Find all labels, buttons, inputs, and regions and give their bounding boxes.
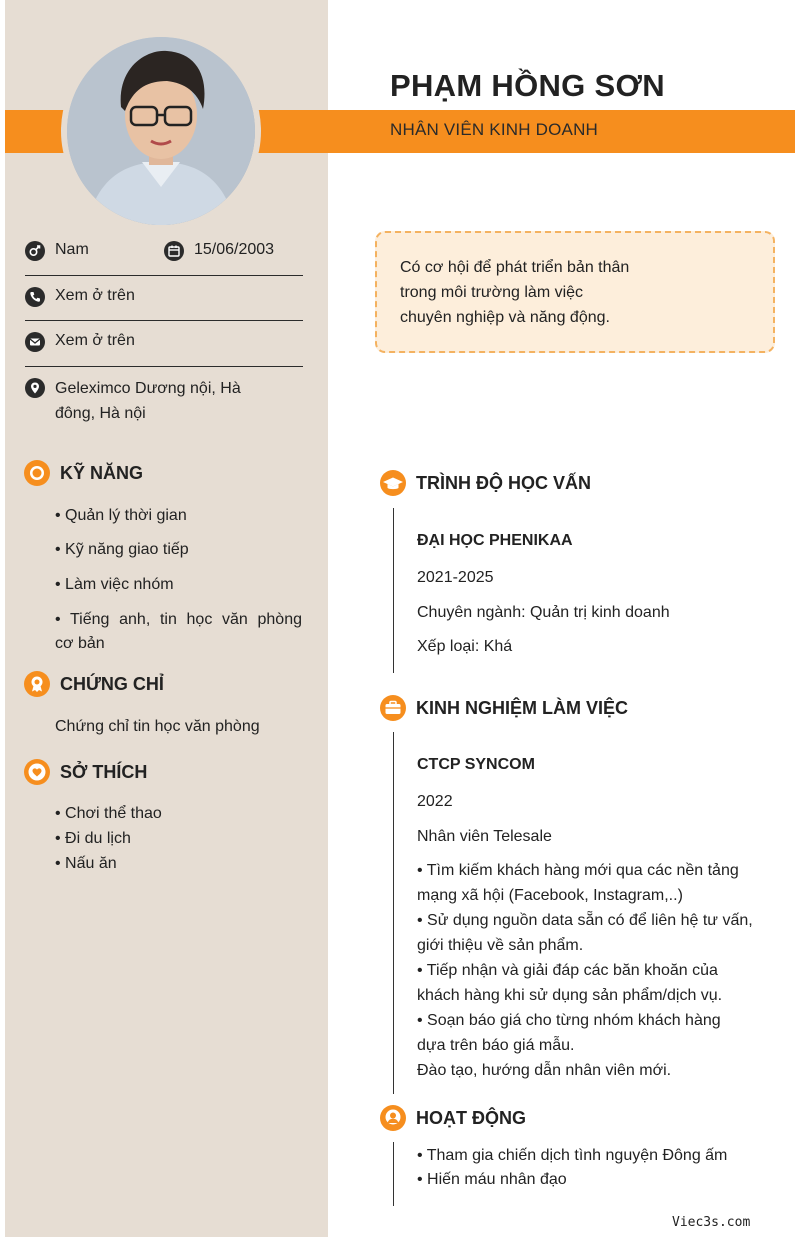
education-heading (380, 470, 591, 496)
gender-row (25, 241, 89, 261)
timeline-line (393, 1142, 394, 1206)
hobby-item: • Nấu ăn (55, 855, 117, 872)
skill-item: • Làm việc nhóm (55, 576, 174, 593)
experience-line: • Soạn báo giá cho từng nhóm khách hàng (417, 1012, 721, 1029)
heart-icon (24, 759, 50, 785)
hobby-item: • Đi du lịch (55, 830, 131, 847)
experience-year: 2022 (417, 793, 453, 810)
experience-position: Nhân viên Telesale (417, 828, 552, 845)
career-objective (375, 231, 775, 353)
skill-item: • Quản lý thời gian (55, 507, 187, 524)
activities-heading (380, 1105, 526, 1131)
experience-heading (380, 695, 628, 721)
hobbies-title: SỞ THÍCH (60, 761, 148, 782)
graduation-cap-icon (380, 470, 406, 496)
email-value: Xem ở trên (55, 332, 135, 349)
location-icon (25, 378, 45, 398)
experience-line: • Sử dụng nguồn data sẵn có để liên hệ tư vấn, (417, 912, 753, 929)
experience-line: • Tìm kiếm khách hàng mới qua các nền tảng (417, 862, 739, 879)
education-grade: Xếp loại: Khá (417, 638, 513, 655)
divider (25, 320, 303, 321)
experience-line: Đào tạo, hướng dẫn nhân viên mới. (417, 1062, 672, 1079)
skills-heading (24, 460, 143, 486)
timeline-line (393, 732, 394, 1094)
certificates-heading (24, 671, 164, 697)
objective-line: trong môi trường làm việc (400, 284, 584, 301)
experience-line: giới thiệu về sản phẩm. (417, 937, 584, 954)
hobby-item: • Chơi thể thao (55, 805, 162, 822)
experience-line: • Tiếp nhận và giải đáp các băn khoăn của (417, 962, 718, 979)
activity-item: • Tham gia chiến dịch tình nguyện Đông ấm (417, 1147, 728, 1164)
address-line: Geleximco Dương nội, Hà (55, 380, 241, 397)
address-line: đông, Hà nội (55, 405, 146, 422)
phone-value: Xem ở trên (55, 287, 135, 304)
birthdate-row (164, 241, 274, 261)
divider (25, 275, 303, 276)
avatar-photo (67, 37, 255, 225)
job-title: NHÂN VIÊN KINH DOANH (390, 120, 599, 139)
gender-value: Nam (55, 241, 89, 258)
activities-title: HOẠT ĐỘNG (416, 1107, 526, 1128)
email-row (25, 332, 135, 352)
company-name: CTCP SYNCOM (417, 756, 535, 773)
footer-brand: Viec3s.com (672, 1215, 751, 1230)
address-row (25, 378, 241, 426)
activity-item: • Hiến máu nhân đạo (417, 1171, 567, 1188)
timeline-line (393, 508, 394, 673)
hobbies-heading (24, 759, 147, 785)
skill-item-continued: cơ bản (55, 635, 105, 652)
education-major: Chuyên ngành: Quản trị kinh doanh (417, 604, 670, 621)
candidate-name: PHẠM HỒNG SƠN (390, 68, 665, 103)
phone-row (25, 287, 135, 307)
education-period: 2021-2025 (417, 569, 494, 586)
certificate-item: Chứng chỉ tin học văn phòng (55, 718, 260, 735)
divider (25, 366, 303, 367)
experience-line: dựa trên báo giá mẫu. (417, 1037, 575, 1054)
birthdate-value: 15/06/2003 (194, 241, 275, 258)
experience-title: KINH NGHIỆM LÀM VIỆC (416, 697, 629, 718)
email-icon (25, 332, 45, 352)
school-name: ĐẠI HỌC PHENIKAA (417, 532, 573, 549)
experience-line: khách hàng khi sử dụng sản phẩm/dịch vụ. (417, 987, 723, 1004)
award-icon (24, 671, 50, 697)
gender-icon (25, 241, 45, 261)
skills-title: KỸ NĂNG (60, 462, 144, 483)
skill-item: • Kỹ năng giao tiếp (55, 541, 189, 558)
experience-line: mạng xã hội (Facebook, Instagram,..) (417, 887, 683, 904)
experience-description (417, 858, 753, 1083)
skill-item: • Tiếng anh, tin học văn phòng (55, 611, 302, 628)
person-photo-icon (67, 37, 255, 225)
certificates-title: CHỨNG CHỈ (60, 673, 164, 694)
education-title: TRÌNH ĐỘ HỌC VẤN (416, 472, 591, 493)
phone-icon (25, 287, 45, 307)
people-icon (380, 1105, 406, 1131)
avatar (61, 31, 261, 231)
calendar-icon (164, 241, 184, 261)
briefcase-icon (380, 695, 406, 721)
objective-line: chuyên nghiệp và năng động. (400, 309, 610, 326)
gear-icon (24, 460, 50, 486)
objective-line: Có cơ hội để phát triển bản thân (400, 259, 630, 276)
